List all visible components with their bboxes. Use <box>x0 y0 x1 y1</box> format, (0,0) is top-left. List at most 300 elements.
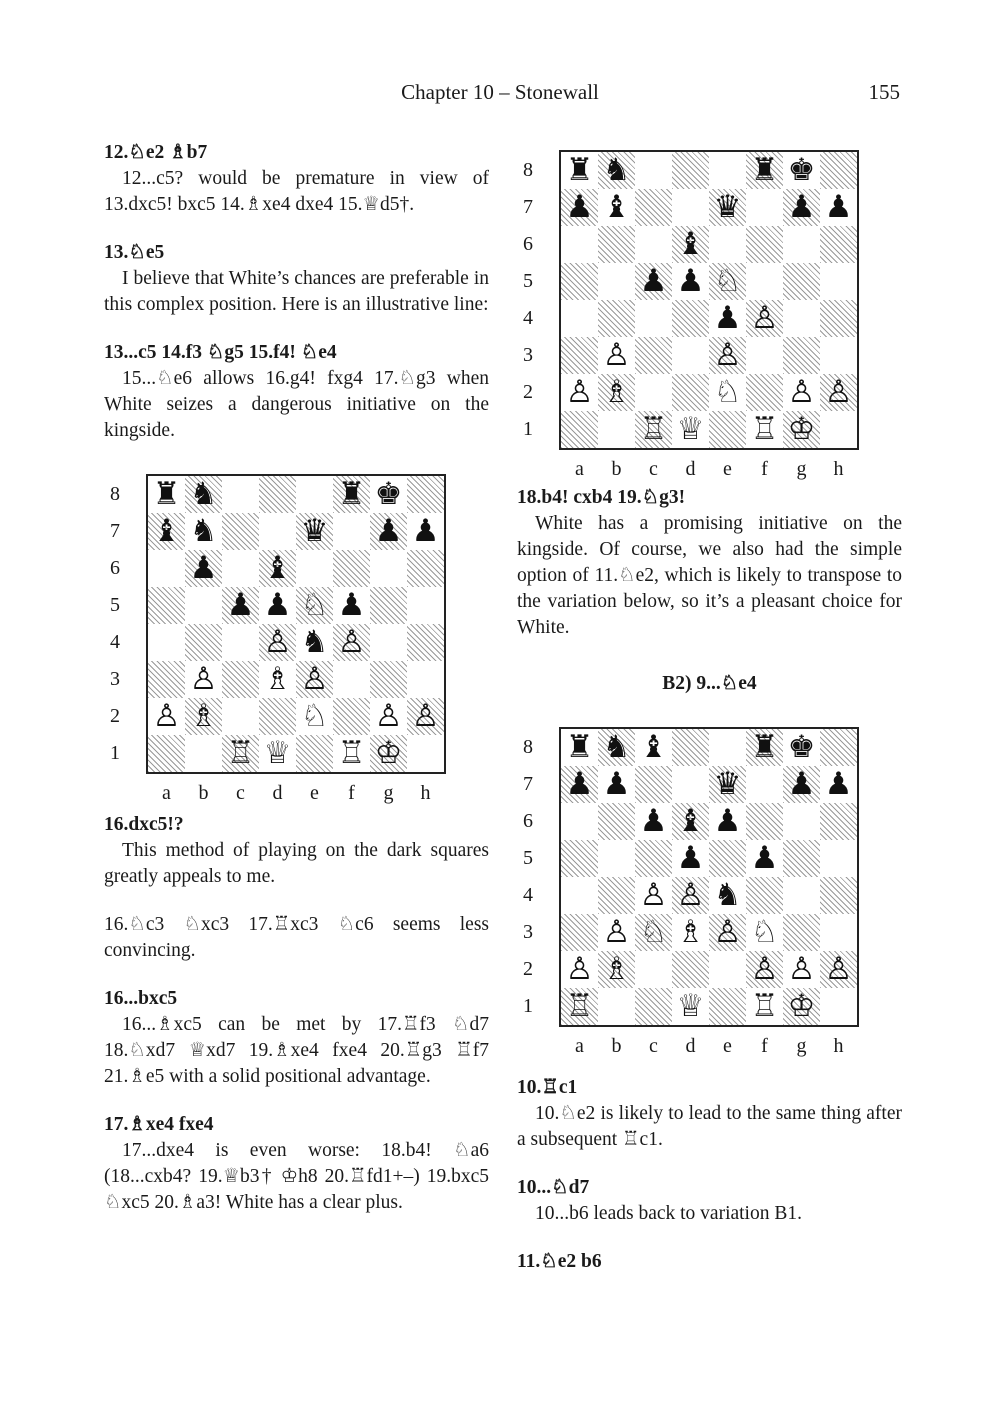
paragraph: White has a promising initiative on the kingside. Of course, we also had the simple option of 11.♘e2, which is likely to transpose to the variation below, so it’s a pleasant choice for White. <box>517 513 902 638</box>
chess-piece: ♞ <box>189 513 218 549</box>
chess-piece: ♖ <box>750 988 779 1024</box>
board-square <box>222 476 259 513</box>
page-number: 155 <box>868 80 900 104</box>
file-label: h <box>420 782 431 804</box>
board-square <box>783 729 820 766</box>
move-heading: 10...♘d7 <box>517 1177 590 1198</box>
chess-piece: ♘ <box>713 263 742 299</box>
board-square <box>222 698 259 735</box>
chess-piece: ♟ <box>565 189 594 225</box>
rank-label: 5 <box>523 847 533 869</box>
chess-piece: ♟ <box>676 840 705 876</box>
rank-label: 4 <box>110 631 120 653</box>
chess-piece: ♛ <box>300 513 329 549</box>
board-square <box>820 729 857 766</box>
chess-piece: ♙ <box>602 914 631 950</box>
rank-label: 1 <box>523 995 533 1017</box>
chess-piece: ♜ <box>750 152 779 188</box>
file-label: g <box>796 1035 807 1057</box>
section-heading: B2) 9...♘e4 <box>662 673 757 694</box>
board-square <box>783 803 820 840</box>
chess-piece: ♘ <box>639 914 668 950</box>
board-square <box>598 988 635 1025</box>
chess-piece: ♚ <box>787 729 816 765</box>
board-square <box>598 263 635 300</box>
chess-piece: ♖ <box>750 411 779 447</box>
board-square <box>746 877 783 914</box>
board-square <box>783 840 820 877</box>
board-square <box>783 951 820 988</box>
chess-piece: ♝ <box>676 226 705 262</box>
chess-diagram <box>517 140 902 485</box>
board-square <box>148 661 185 698</box>
chess-piece: ♝ <box>602 189 631 225</box>
board-square <box>259 476 296 513</box>
file-label: f <box>761 1035 768 1057</box>
move-heading: 11.♘e2 b6 <box>517 1251 602 1272</box>
chess-piece: ♙ <box>824 951 853 987</box>
board-square <box>709 337 746 374</box>
board-square <box>635 988 672 1025</box>
chess-piece: ♙ <box>152 698 181 734</box>
board-square <box>407 624 444 661</box>
rank-label: 5 <box>523 270 533 292</box>
chess-piece: ♞ <box>602 729 631 765</box>
move-heading: 18.b4! cxb4 19.♘g3! <box>517 487 686 508</box>
board-square <box>820 951 857 988</box>
board-square <box>635 729 672 766</box>
chess-piece: ♟ <box>676 263 705 299</box>
chess-board <box>559 727 859 1027</box>
chess-piece: ♟ <box>750 840 779 876</box>
file-label: e <box>723 1035 732 1057</box>
chess-piece: ♔ <box>374 735 403 771</box>
board-square <box>407 476 444 513</box>
board-square <box>820 914 857 951</box>
board-square <box>820 766 857 803</box>
chess-piece: ♙ <box>565 374 594 410</box>
chess-piece: ♙ <box>787 374 816 410</box>
paragraph: 12...c5? would be premature in view of 13.dxc5! bxc5 14.♗xe4 dxe4 15.♕d5†. <box>104 168 489 215</box>
chess-piece: ♕ <box>676 411 705 447</box>
board-square <box>635 300 672 337</box>
chess-piece: ♟ <box>374 513 403 549</box>
move-heading: 12.♘e2 ♗b7 <box>104 142 208 163</box>
board-square <box>746 189 783 226</box>
board-square <box>746 840 783 877</box>
board-square <box>296 698 333 735</box>
board-square <box>746 914 783 951</box>
board-square <box>222 624 259 661</box>
board-square <box>561 840 598 877</box>
board-square <box>820 988 857 1025</box>
chess-piece: ♖ <box>226 735 255 771</box>
board-square <box>635 877 672 914</box>
board-square <box>635 951 672 988</box>
chess-piece: ♛ <box>713 766 742 802</box>
board-square <box>561 951 598 988</box>
chess-piece: ♟ <box>639 263 668 299</box>
board-square <box>598 226 635 263</box>
board-square <box>783 914 820 951</box>
file-label: c <box>649 458 658 480</box>
board-square <box>561 988 598 1025</box>
board-square <box>598 729 635 766</box>
board-square <box>185 550 222 587</box>
chess-piece: ♟ <box>411 513 440 549</box>
move-heading: 13.♘e5 <box>104 242 165 263</box>
chess-piece: ♙ <box>787 951 816 987</box>
file-label: a <box>162 782 171 804</box>
rank-label: 4 <box>523 307 533 329</box>
board-square <box>635 189 672 226</box>
board-square <box>259 587 296 624</box>
board-square <box>635 152 672 189</box>
board-square <box>561 263 598 300</box>
board-square <box>783 877 820 914</box>
board-square <box>222 587 259 624</box>
board-square <box>407 513 444 550</box>
board-square <box>561 803 598 840</box>
board-square <box>259 698 296 735</box>
board-square <box>672 877 709 914</box>
rank-label: 8 <box>110 483 120 505</box>
board-square <box>333 735 370 772</box>
board-square <box>370 661 407 698</box>
board-square <box>598 840 635 877</box>
chess-piece: ♟ <box>337 587 366 623</box>
file-labels <box>561 458 857 481</box>
board-square <box>672 914 709 951</box>
board-square <box>672 300 709 337</box>
board-square <box>407 735 444 772</box>
move-heading: 16.dxc5!? <box>104 814 184 835</box>
board-square <box>709 411 746 448</box>
chess-piece: ♟ <box>263 587 292 623</box>
chess-piece: ♙ <box>411 698 440 734</box>
board-square <box>635 766 672 803</box>
chess-piece: ♞ <box>189 476 218 512</box>
board-square <box>672 951 709 988</box>
chess-piece: ♟ <box>824 766 853 802</box>
board-square <box>783 374 820 411</box>
file-label: a <box>575 458 584 480</box>
board-square <box>598 374 635 411</box>
board-square <box>370 513 407 550</box>
board-square <box>672 263 709 300</box>
chess-piece: ♖ <box>337 735 366 771</box>
chess-board <box>146 474 446 774</box>
board-square <box>259 624 296 661</box>
board-square <box>561 411 598 448</box>
rank-label: 2 <box>110 705 120 727</box>
chess-piece: ♟ <box>713 300 742 336</box>
rank-label: 1 <box>110 742 120 764</box>
board-square <box>746 226 783 263</box>
chess-piece: ♙ <box>713 337 742 373</box>
board-square <box>598 914 635 951</box>
file-label: f <box>348 782 355 804</box>
file-label: e <box>310 782 319 804</box>
board-square <box>709 226 746 263</box>
chess-piece: ♜ <box>750 729 779 765</box>
board-square <box>746 263 783 300</box>
chess-piece: ♟ <box>713 803 742 839</box>
board-square <box>820 189 857 226</box>
board-square <box>561 337 598 374</box>
board-square <box>672 226 709 263</box>
board-square <box>783 766 820 803</box>
rank-label: 6 <box>523 233 533 255</box>
chess-piece: ♟ <box>787 766 816 802</box>
board-square <box>746 951 783 988</box>
chess-piece: ♝ <box>639 729 668 765</box>
board-square <box>296 624 333 661</box>
board-square <box>783 152 820 189</box>
board-square <box>820 337 857 374</box>
board-square <box>222 550 259 587</box>
file-labels <box>561 1035 857 1058</box>
move-heading: 17.♗xe4 fxe4 <box>104 1114 214 1135</box>
board-square <box>635 337 672 374</box>
paragraph: 16...♗xc5 can be met by 17.♖f3 ♘d7 18.♘xd7 ♕xd7 19.♗xe4 fxe4 20.♖g3 ♖f7 21.♗e5 with a solid positional advantage. <box>104 1014 489 1087</box>
left-column <box>104 140 489 1216</box>
file-label: e <box>723 458 732 480</box>
rank-label: 5 <box>110 594 120 616</box>
board-square <box>333 698 370 735</box>
chess-piece: ♞ <box>602 152 631 188</box>
board-square <box>561 766 598 803</box>
board-square <box>333 550 370 587</box>
board-square <box>709 951 746 988</box>
rank-label: 2 <box>523 958 533 980</box>
board-square <box>333 624 370 661</box>
board-square <box>296 661 333 698</box>
rank-label: 3 <box>110 668 120 690</box>
board-square <box>185 735 222 772</box>
rank-label: 1 <box>523 418 533 440</box>
chess-piece: ♙ <box>374 698 403 734</box>
chess-piece: ♙ <box>300 661 329 697</box>
board-square <box>672 374 709 411</box>
board-square <box>148 476 185 513</box>
board-square <box>783 300 820 337</box>
board-square <box>783 189 820 226</box>
board-square <box>709 374 746 411</box>
board-square <box>561 374 598 411</box>
board-square <box>598 300 635 337</box>
board-square <box>783 263 820 300</box>
board-square <box>561 152 598 189</box>
chess-piece: ♙ <box>676 877 705 913</box>
board-square <box>259 735 296 772</box>
board-square <box>333 513 370 550</box>
rank-label: 6 <box>523 810 533 832</box>
board-square <box>148 735 185 772</box>
chess-diagram <box>517 727 902 1067</box>
board-square <box>746 300 783 337</box>
chess-piece: ♗ <box>602 951 631 987</box>
board-square <box>259 661 296 698</box>
board-square <box>598 803 635 840</box>
board-square <box>370 587 407 624</box>
board-square <box>672 411 709 448</box>
chess-piece: ♔ <box>787 988 816 1024</box>
board-square <box>746 988 783 1025</box>
board-square <box>746 374 783 411</box>
chess-piece: ♙ <box>713 914 742 950</box>
rank-label: 7 <box>523 196 533 218</box>
board-square <box>820 152 857 189</box>
chess-piece: ♕ <box>263 735 292 771</box>
board-square <box>407 550 444 587</box>
board-square <box>333 587 370 624</box>
board-square <box>783 337 820 374</box>
board-square <box>598 189 635 226</box>
board-square <box>709 263 746 300</box>
board-square <box>672 840 709 877</box>
chess-piece: ♙ <box>337 624 366 660</box>
file-label: h <box>833 458 844 480</box>
paragraph: 15...♘e6 allows 16.g4! fxg4 17.♘g3 when White seizes a dangerous initiative on the kingside. <box>104 368 489 441</box>
board-square <box>561 189 598 226</box>
chess-piece: ♙ <box>824 374 853 410</box>
board-square <box>148 624 185 661</box>
board-square <box>709 729 746 766</box>
chess-piece: ♞ <box>300 624 329 660</box>
board-square <box>709 189 746 226</box>
rank-label: 8 <box>523 736 533 758</box>
chess-piece: ♚ <box>374 476 403 512</box>
board-square <box>370 476 407 513</box>
file-label: d <box>685 1035 696 1057</box>
board-square <box>296 476 333 513</box>
move-heading: 13...c5 14.f3 ♘g5 15.f4! ♘e4 <box>104 342 337 363</box>
board-square <box>635 914 672 951</box>
board-square <box>296 550 333 587</box>
board-square <box>296 735 333 772</box>
board-square <box>561 226 598 263</box>
chess-piece: ♜ <box>152 476 181 512</box>
paragraph: I believe that White’s chances are preferable in this complex position. Here is an illustrative line: <box>104 268 489 315</box>
board-square <box>672 988 709 1025</box>
rank-label: 4 <box>523 884 533 906</box>
board-square <box>185 624 222 661</box>
move-heading: 10.♖c1 <box>517 1077 578 1098</box>
board-square <box>598 766 635 803</box>
chess-piece: ♙ <box>602 337 631 373</box>
board-square <box>746 152 783 189</box>
board-square <box>296 513 333 550</box>
board-square <box>709 803 746 840</box>
board-square <box>820 263 857 300</box>
board-square <box>222 735 259 772</box>
chess-piece: ♗ <box>263 661 292 697</box>
board-square <box>635 263 672 300</box>
chess-piece: ♙ <box>750 300 779 336</box>
board-square <box>333 476 370 513</box>
chess-piece: ♚ <box>787 152 816 188</box>
chess-piece: ♘ <box>300 698 329 734</box>
board-square <box>561 729 598 766</box>
rank-label: 7 <box>523 773 533 795</box>
chess-piece: ♝ <box>676 803 705 839</box>
file-label: c <box>236 782 245 804</box>
board-square <box>709 840 746 877</box>
chess-piece: ♘ <box>300 587 329 623</box>
board-square <box>820 840 857 877</box>
board-square <box>672 152 709 189</box>
board-square <box>222 661 259 698</box>
board-square <box>635 374 672 411</box>
board-square <box>259 550 296 587</box>
board-square <box>222 513 259 550</box>
chess-piece: ♟ <box>565 766 594 802</box>
board-square <box>820 803 857 840</box>
board-square <box>746 337 783 374</box>
rank-label: 3 <box>523 344 533 366</box>
chess-piece: ♟ <box>189 550 218 586</box>
board-square <box>709 152 746 189</box>
board-square <box>635 411 672 448</box>
board-square <box>746 729 783 766</box>
board-square <box>598 877 635 914</box>
board-square <box>709 914 746 951</box>
running-head <box>0 80 1000 110</box>
chess-piece: ♖ <box>639 411 668 447</box>
chess-piece: ♖ <box>565 988 594 1024</box>
board-square <box>709 766 746 803</box>
board-square <box>672 189 709 226</box>
file-label: d <box>685 458 696 480</box>
board-square <box>820 374 857 411</box>
chess-piece: ♟ <box>602 766 631 802</box>
board-square <box>185 513 222 550</box>
board-square <box>259 513 296 550</box>
file-label: g <box>383 782 394 804</box>
board-square <box>709 877 746 914</box>
file-label: f <box>761 458 768 480</box>
board-square <box>148 513 185 550</box>
file-label: b <box>198 782 209 804</box>
paragraph: 17...dxe4 is even worse: 18.b4! ♘a6 (18...cxb4? 19.♕b3† ♔h8 20.♖fd1+–) 19.bxc5 ♘xc5 20.♗a3! White has a clear plus. <box>104 1140 489 1213</box>
chess-piece: ♟ <box>824 189 853 225</box>
chapter-title: Chapter 10 – Stonewall <box>401 80 599 104</box>
chess-piece: ♜ <box>565 729 594 765</box>
board-square <box>370 735 407 772</box>
board-square <box>820 226 857 263</box>
board-square <box>370 698 407 735</box>
board-square <box>783 226 820 263</box>
board-square <box>820 877 857 914</box>
board-square <box>370 624 407 661</box>
board-square <box>635 840 672 877</box>
board-square <box>635 226 672 263</box>
board-square <box>296 587 333 624</box>
board-square <box>407 698 444 735</box>
chess-piece: ♘ <box>713 374 742 410</box>
board-square <box>561 300 598 337</box>
chess-piece: ♗ <box>189 698 218 734</box>
chess-piece: ♙ <box>189 661 218 697</box>
board-square <box>598 411 635 448</box>
board-square <box>598 152 635 189</box>
board-square <box>407 661 444 698</box>
board-square <box>672 337 709 374</box>
board-square <box>407 587 444 624</box>
chess-piece: ♗ <box>602 374 631 410</box>
chess-piece: ♘ <box>750 914 779 950</box>
